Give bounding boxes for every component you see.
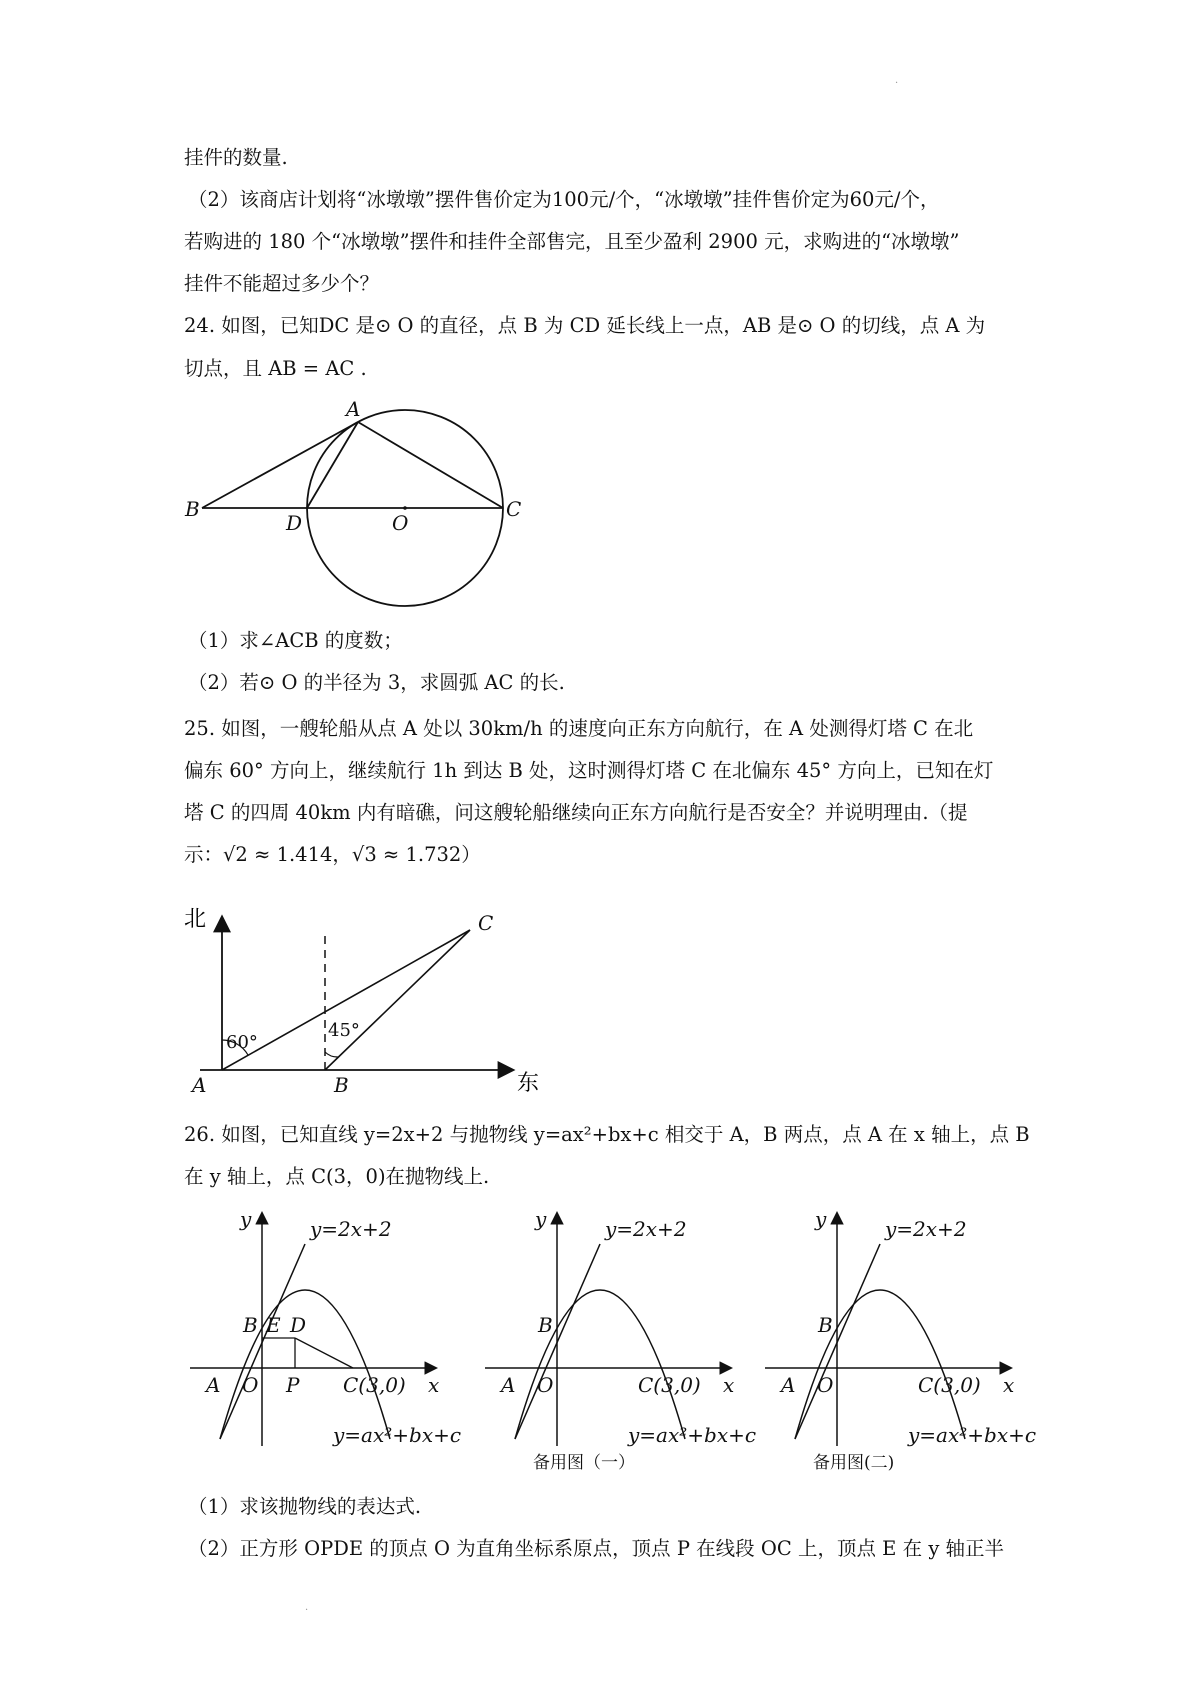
point-label-A: A (781, 1373, 796, 1397)
point-label-O: O (537, 1373, 554, 1397)
text-line: 偏东 60° 方向上，继续航行 1h 到达 B 处，这时测得灯塔 C 在北偏东 45° 方向上，已知在灯 (184, 759, 994, 782)
parabola-label: y=ax²+bx+c (908, 1423, 1037, 1447)
axis-label-y: y (815, 1207, 827, 1231)
point-label-C: C (506, 497, 522, 521)
point-label-A: A (501, 1373, 516, 1397)
point-label-C: C(3,0) (343, 1373, 406, 1397)
angle-label-45: 45° (328, 1020, 360, 1041)
point-label-B: B (538, 1313, 553, 1337)
point-label-A: A (192, 1073, 207, 1097)
east-label: 东 (517, 1071, 540, 1096)
text-line: 塔 C 的四周 40km 内有暗礁，问这艘轮船继续向正东方向航行是否安全？并说明理由.（提 (184, 801, 968, 824)
line-label: y=2x+2 (310, 1217, 392, 1241)
page-mark-top: · (895, 78, 899, 89)
axis-label-x: x (1003, 1373, 1015, 1397)
point-label-E: E (266, 1313, 281, 1337)
point-label-O: O (817, 1373, 834, 1397)
question-24: 24. 如图，已知DC 是⊙ O 的直径，点 B 为 CD 延长线上一点，AB 是⊙ O 的切线，点 A 为 (184, 314, 986, 337)
line-label: y=2x+2 (885, 1217, 967, 1241)
caption-backup-2: 备用图(二) (813, 1453, 895, 1473)
caption-backup-1: 备用图（一） (533, 1453, 635, 1473)
text-line: 若购进的 180 个“冰墩墩”摆件和挂件全部售完，且至少盈利 2900 元，求购进的“冰墩墩” (184, 230, 960, 253)
point-label-C: C(3,0) (638, 1373, 701, 1397)
axis-label-x: x (723, 1373, 735, 1397)
text-line: 挂件的数量. (184, 146, 288, 169)
line-label: y=2x+2 (605, 1217, 687, 1241)
point-label-D: D (290, 1313, 307, 1337)
point-label-P: P (286, 1373, 300, 1397)
text-line: 切点，且 AB = AC . (184, 357, 367, 380)
parabola-label: y=ax²+bx+c (333, 1423, 462, 1447)
text-line: 挂件不能超过多少个？ (184, 272, 380, 295)
question-26: 26. 如图，已知直线 y=2x+2 与抛物线 y=ax²+bx+c 相交于 A，B 两点，点 A 在 x 轴上，点 B (184, 1123, 1030, 1146)
graph-backup-1 (485, 1207, 756, 1473)
navigation-figure (182, 900, 542, 1100)
angle-label-60: 60° (226, 1032, 258, 1053)
point-label-C: C (478, 911, 494, 935)
page-mark-bottom: · (305, 1605, 309, 1616)
graph-backup-2 (765, 1207, 1036, 1473)
parabola-graphs-figure (180, 1196, 1037, 1476)
point-label-A: A (206, 1373, 221, 1397)
graph-main (190, 1207, 461, 1447)
axis-label-y: y (240, 1207, 252, 1231)
parabola-label: y=ax²+bx+c (628, 1423, 757, 1447)
text-line: （2）若⊙ O 的半径为 3，求圆弧 AC 的长. (188, 671, 565, 694)
north-label: 北 (184, 907, 207, 932)
point-label-D: D (286, 511, 303, 535)
text-line: 在 y 轴上，点 C(3，0)在抛物线上. (184, 1165, 490, 1188)
point-label-O: O (392, 511, 409, 535)
point-label-C: C(3,0) (918, 1373, 981, 1397)
point-label-B: B (185, 497, 200, 521)
text-line: （1）求∠ACB 的度数； (188, 629, 403, 652)
point-label-B: B (818, 1313, 833, 1337)
question-25: 25. 如图，一艘轮船从点 A 处以 30km/h 的速度向正东方向航行，在 A 处测得灯塔 C 在北 (184, 717, 974, 740)
axis-label-y: y (535, 1207, 547, 1231)
point-label-B: B (334, 1073, 349, 1097)
text-line: （1）求该抛物线的表达式. (188, 1495, 422, 1518)
axis-label-x: x (428, 1373, 440, 1397)
point-label-O: O (242, 1373, 259, 1397)
text-line: （2）正方形 OPDE 的顶点 O 为直角坐标系原点，顶点 P 在线段 OC 上，顶点 E 在 y 轴正半 (188, 1537, 1005, 1560)
circle-tangent-figure (180, 397, 540, 620)
point-label-A: A (346, 397, 361, 421)
text-line: 示：√2 ≈ 1.414，√3 ≈ 1.732） (184, 843, 481, 866)
point-label-B: B (243, 1313, 258, 1337)
text-line: （2）该商店计划将“冰墩墩”摆件售价定为100元/个，“冰墩墩”挂件售价定为60元/个， (188, 188, 940, 211)
